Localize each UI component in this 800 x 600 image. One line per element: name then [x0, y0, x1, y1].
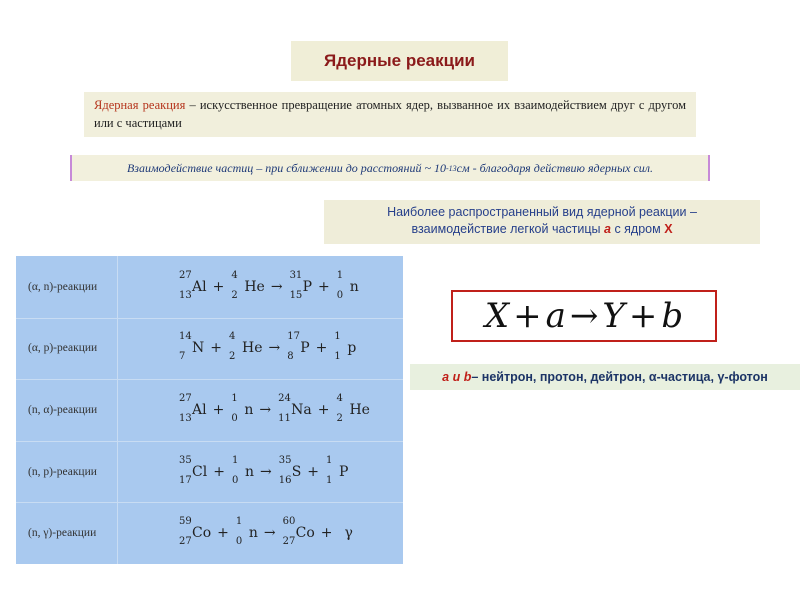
- element-symbol: Al: [192, 278, 207, 295]
- nuclide: [179, 516, 212, 548]
- eq-b: b: [661, 296, 684, 336]
- eq-arrow: →: [569, 296, 599, 336]
- operator: →: [268, 340, 281, 357]
- mass-number: 1: [326, 454, 333, 466]
- table-row: [16, 318, 403, 380]
- atomic-number: 0: [336, 289, 344, 301]
- operator: +: [307, 463, 320, 480]
- operator: +: [317, 278, 330, 295]
- element-symbol: He: [241, 340, 263, 357]
- reaction-label: (α, n)-реакции: [16, 256, 118, 318]
- nuclide: [231, 392, 254, 424]
- definition-term: Ядерная реакция: [94, 98, 186, 112]
- atomic-number: 2: [231, 289, 238, 301]
- mass-number: 4: [231, 269, 238, 281]
- operator: →: [263, 525, 276, 542]
- mass-number: 4: [228, 331, 236, 343]
- element-symbol: P: [302, 278, 312, 295]
- element-symbol: Na: [291, 401, 312, 418]
- mass-number: 35: [179, 454, 192, 466]
- mass-number: 35: [278, 454, 292, 466]
- atomic-number: 16: [278, 474, 292, 486]
- mass-number: 1: [235, 516, 243, 528]
- mass-number: 60: [282, 516, 296, 528]
- reaction-label: (n, α)-реакции: [16, 379, 118, 441]
- common-line2: [324, 221, 760, 238]
- atomic-number: 7: [179, 351, 186, 363]
- nuclide: [179, 269, 207, 301]
- table-row: [16, 256, 403, 318]
- mass-number: 31: [289, 269, 303, 281]
- nuclide: [278, 392, 312, 424]
- operator: +: [213, 463, 225, 480]
- common-reaction-box: [324, 200, 760, 244]
- atomic-number: 1: [326, 474, 333, 486]
- nuclide: [282, 516, 315, 548]
- mass-number: 27: [179, 392, 192, 404]
- operator: →: [259, 463, 272, 480]
- element-symbol: Co: [192, 525, 212, 542]
- common-line1: Наиболее распространенный вид ядерной реакции –: [387, 205, 697, 219]
- nuclide: [334, 331, 357, 363]
- operator: →: [270, 278, 283, 295]
- mass-number: 4: [336, 392, 343, 404]
- table-row: [16, 502, 403, 564]
- atomic-number: 17: [179, 474, 192, 486]
- table-row: [16, 441, 403, 503]
- element-symbol: n: [244, 401, 254, 418]
- interaction-text-before: Взаимодействие частиц – при сближении до расстояний ~ 10: [126, 160, 446, 175]
- reaction-label: (α, p)-реакции: [16, 318, 118, 380]
- operator: +: [210, 340, 222, 357]
- table-row: [16, 379, 403, 441]
- eq-plus-1: +: [513, 296, 542, 336]
- definition-text: – искусственное превращение атомных ядер, вызванное их взаимодействием друг с другом или с частицами: [94, 98, 686, 130]
- reaction-formula: [118, 318, 403, 380]
- nuclide: [336, 392, 370, 424]
- nuclide: [326, 454, 349, 486]
- nuclide: [179, 454, 208, 486]
- atomic-number: 1: [334, 351, 341, 363]
- atomic-number: 2: [228, 351, 236, 363]
- mass-number: 24: [278, 392, 291, 404]
- element-symbol: N: [192, 340, 205, 357]
- definition-box: [84, 92, 696, 137]
- eq-a: a: [545, 296, 566, 336]
- interaction-text-after: см - благодаря действию ядерных сил.: [456, 160, 654, 175]
- common-line2-before: взаимодействие легкой частицы: [411, 222, 605, 236]
- nuclide: [235, 516, 258, 548]
- element-symbol: He: [349, 401, 370, 418]
- nuclide: [231, 454, 254, 486]
- eq-x: X: [484, 296, 510, 336]
- particle-symbol: γ: [344, 525, 353, 542]
- operator: +: [212, 401, 225, 418]
- element-symbol: P: [300, 340, 310, 357]
- nuclide: [336, 269, 359, 301]
- nuclide: [231, 269, 265, 301]
- reaction-formula: [118, 379, 403, 441]
- mass-number: 1: [231, 392, 238, 404]
- particles-note-lead: a и b: [442, 370, 472, 384]
- general-equation: [451, 290, 717, 342]
- element-symbol: P: [339, 463, 349, 480]
- element-symbol: p: [347, 340, 357, 357]
- mass-number: 17: [287, 331, 300, 343]
- nuclide: [179, 331, 205, 363]
- element-symbol: Al: [192, 401, 207, 418]
- element-symbol: n: [248, 525, 258, 542]
- operator: →: [259, 401, 272, 418]
- interaction-exponent: -13: [445, 163, 457, 173]
- reactions-table: [16, 256, 403, 564]
- reaction-formula: [118, 256, 403, 318]
- element-symbol: n: [349, 278, 359, 295]
- reaction-label: (n, p)-реакции: [16, 441, 118, 503]
- common-nucleus: X: [664, 222, 673, 236]
- row-divider: [16, 502, 403, 503]
- atomic-number: 0: [231, 474, 239, 486]
- reaction-formula: [118, 502, 403, 564]
- element-symbol: He: [244, 278, 265, 295]
- operator: +: [217, 525, 229, 542]
- nuclide: [287, 331, 310, 363]
- nuclide: [278, 454, 302, 486]
- mass-number: 27: [179, 269, 192, 281]
- atomic-number: 11: [278, 412, 291, 424]
- atomic-number: 13: [179, 289, 192, 301]
- mass-number: 1: [336, 269, 344, 281]
- atomic-number: 13: [179, 412, 192, 424]
- nuclide: [228, 331, 263, 363]
- atomic-number: 15: [289, 289, 303, 301]
- operator: +: [317, 401, 330, 418]
- page-title: Ядерные реакции: [291, 41, 508, 81]
- operator: +: [315, 340, 328, 357]
- reaction-formula: [118, 441, 403, 503]
- element-symbol: Co: [295, 525, 315, 542]
- atomic-number: 2: [336, 412, 343, 424]
- element-symbol: n: [244, 463, 254, 480]
- element-symbol: S: [291, 463, 302, 480]
- mass-number: 14: [179, 331, 192, 343]
- row-divider: [16, 318, 403, 319]
- atomic-number: 27: [282, 536, 296, 548]
- row-divider: [16, 379, 403, 380]
- eq-y: Y: [602, 296, 625, 336]
- mass-number: 1: [231, 454, 239, 466]
- atomic-number: 27: [179, 536, 192, 548]
- eq-plus-2: +: [628, 296, 658, 336]
- particles-note: [410, 364, 800, 390]
- mass-number: 59: [179, 516, 192, 528]
- common-particle: a: [604, 222, 611, 236]
- element-symbol: Cl: [192, 463, 208, 480]
- interaction-note: [70, 155, 710, 181]
- common-line2-mid: с ядром: [610, 222, 665, 236]
- nuclide: [179, 392, 207, 424]
- mass-number: 1: [334, 331, 341, 343]
- nuclide: [289, 269, 312, 301]
- operator: +: [320, 525, 333, 542]
- reaction-label: (n, γ)-реакции: [16, 502, 118, 564]
- atomic-number: 8: [287, 351, 294, 363]
- operator: +: [212, 278, 225, 295]
- particles-note-rest: – нейтрон, протон, дейтрон, α-частица, γ-фотон: [471, 370, 768, 384]
- row-divider: [16, 441, 403, 442]
- atomic-number: 0: [235, 536, 243, 548]
- atomic-number: 0: [231, 412, 238, 424]
